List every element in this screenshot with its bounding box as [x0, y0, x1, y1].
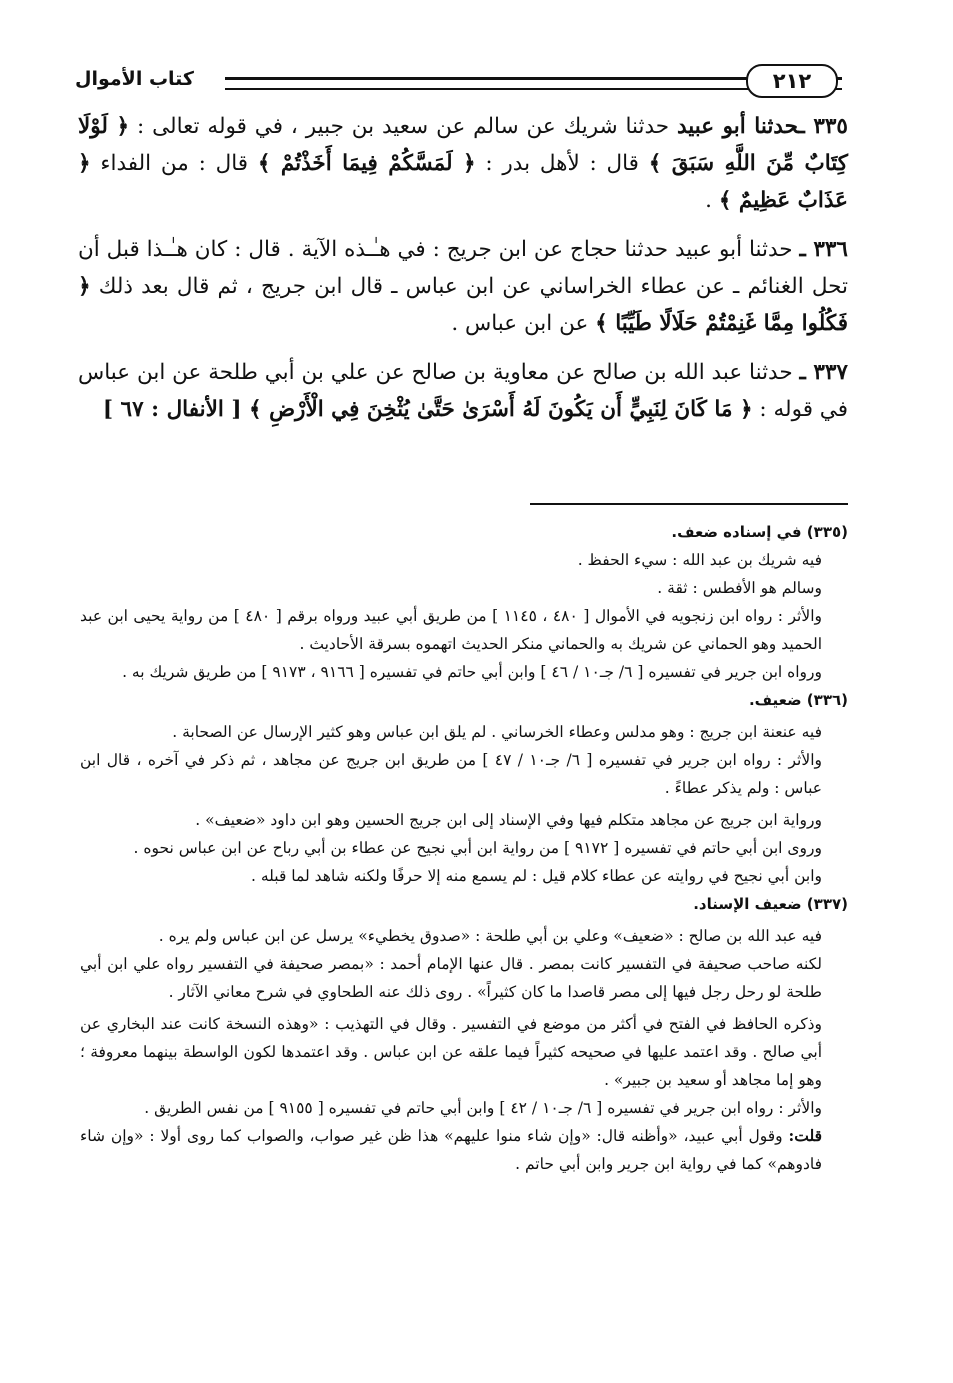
narration-text: قال : من الفداء	[90, 151, 258, 176]
narration-text: حدثنا شريك عن سالم عن سعيد بن جبير ، في قوله تعالى :	[129, 114, 678, 139]
quran-verse: ﴿ لَوْلَا كِتَابٌ مِّنَ اللَّهِ سَبَقَ ﴾	[78, 114, 848, 176]
narration-number: ٣٣٧ ـ	[799, 360, 848, 385]
footnote-heading-335: (٣٣٥) في إسناده ضعف.	[671, 523, 848, 541]
quran-verse: ﴿ فَكُلُوا مِمَّا غَنِمْتُمْ حَلَالًا طَيِّبًا ﴾	[78, 274, 848, 336]
footnote-separator	[530, 503, 848, 505]
footnote-line: وروى ابن أبي حاتم في تفسيره [ ٩١٧٢ ] من رواية ابن أبي نجيح عن عطاء بن أبي رباح عن ابن عباس نحوه .	[133, 839, 822, 857]
narration-text: عن ابن عباس .	[451, 311, 596, 336]
isnad-text: حدثنا أبو عبيد	[677, 114, 799, 139]
footnote-text: وقول أبي عبيد، «وأظنه قال: «وإن شاء منوا عليهم» هذا ظن غير صواب، والصواب كما روى أولا : «وإن شاء فادوهم» كما في رواية ابن جرير وابن أبي حاتم .	[80, 1127, 822, 1173]
footnote-line: ورواية ابن جريج عن مجاهد متكلم فيها وفي الإسناد إلى ابن جريج الحسين وهو ابن داود «ضعيف» .	[195, 811, 822, 829]
footnote-line: لكنه صاحب صحيفة في التفسير كانت بمصر . قال عنها الإمام أحمد : «بمصر صحيفة في التفسير رواه علي ابن أبي طلحة لو رحل رجل فيها إلى مصر قاصدا ما كان كثيراً» . روى ذلك عنه الطحاوي في شرح معاني الآثار .	[80, 955, 822, 1001]
book-title: كتاب الأموال	[75, 68, 194, 90]
footnote-line: وابن أبي نجيح في روايته عن عطاء كلام قيل : لم يسمع منه إلا حرفًا ولكنه شاهد لما قبله .	[251, 867, 822, 885]
footnote-line: فيه عنعنة ابن جريج : وهو مدلس وعطاء الخرساني . لم يلق ابن عباس وهو كثير الإرسال عن الصحابة .	[172, 723, 822, 741]
footnote-line	[80, 1122, 848, 1178]
main-text	[78, 108, 848, 440]
narration-336	[78, 231, 848, 342]
qultu-label: قلت:	[788, 1126, 822, 1145]
footnote-line: والأثر : رواه ابن جرير في تفسيره [ ٦/ جـ١٠ / ٤٢ ] وابن أبي حاتم في تفسيره [ ٩١٥٥ ] من نفس الطريق .	[144, 1099, 822, 1117]
quran-verse: ﴿ لَمَسَّكُمْ فِيمَا أَخَذْتُمْ ﴾	[257, 151, 476, 176]
quran-verse: ﴿ مَا كَانَ لِنَبِيٍّ أَن يَكُونَ لَهُ أَسْرَىٰ حَتَّىٰ يُثْخِنَ فِي الْأَرْضِ ﴾	[248, 397, 753, 422]
footnote-line: فيه شريك بن عبد الله : سيء الحفظ .	[577, 551, 822, 569]
footnote-line: فيه عبد الله بن صالح : «ضعيف» وعلي بن أبي طلحة : «صدوق يخطيء» يرسل عن ابن عباس ولم يره .	[158, 927, 822, 945]
narration-number: ٣٣٥ ـ	[798, 114, 848, 139]
narration-337	[78, 354, 848, 428]
footnote-line: والأثر : رواه ابن جرير في تفسيره [ ٦/ جـ١٠ / ٤٧ ] من طريق ابن جريج عن مجاهد ، ثم ذكر في آخره ، قال ابن عباس : ولم يذكر عطاءً .	[80, 751, 822, 797]
footnote-heading-337: (٣٣٧) ضعيف الإسناد.	[693, 895, 848, 913]
footnotes	[80, 518, 848, 1178]
narration-number: ٣٣٦ ـ	[799, 237, 848, 262]
narration-text: .	[705, 188, 719, 213]
footnote-line: وسالم هو الأفطس : ثقة .	[657, 579, 822, 597]
page-header	[75, 58, 850, 102]
footnote-line: وذكره الحافظ في الفتح في أكثر من موضع في التفسير . وقال في التهذيب : «وهذه النسخة كانت عند البخاري عن أبي صالح . وقد اعتمد عليها في صحيحه كثيراً فيما علقه عن ابن عباس . وقد اعتمدها لكون الواسطة بينهما معروفة ؛ وهو إما مجاهد أو سعيد بن جبير» .	[80, 1015, 822, 1089]
footnote-line: والأثر : رواه ابن زنجويه في الأموال [ ٤٨٠ ، ١١٤٥ ] من طريق أبي عبيد ورواه برقم [ ٤٨٠ ] من رواية يحيى ابن عبد الحميد وهو الحماني عن شريك به والحماني منكر الحديث اتهموه بسرقة الأحاديث .	[80, 607, 822, 653]
narration-text: قال : لأهل بدر :	[475, 151, 649, 176]
page-number: ٢١٢	[746, 64, 838, 98]
verse-reference: [ الأنفال : ٦٧ ]	[102, 397, 249, 422]
narration-335	[78, 108, 848, 219]
quran-verse: ﴿ عَذَابٌ عَظِيمٌ ﴾	[78, 151, 848, 213]
narration-text: حدثنا أبو عبيد حدثنا حجاج عن ابن جريج : في هـٰـذه الآية . قال : كان هـٰـذا قبل أن تحل الغنائم ـ عن عطاء الخراساني عن ابن عباس ـ قال ابن جريج ، ثم قال بعد ذلك	[78, 237, 848, 299]
narration-text: حدثنا عبد الله بن صالح عن معاوية بن صالح عن علي بن أبي طلحة عن ابن عباس في قوله :	[78, 360, 848, 422]
footnote-line: ورواه ابن جرير في تفسيره [ ٦/ جـ١٠ / ٤٦ ] وابن أبي حاتم في تفسيره [ ٩١٦٦ ، ٩١٧٣ ] من طريق شريك به .	[122, 663, 822, 681]
footnote-heading-336: (٣٣٦) ضعيف.	[748, 691, 848, 709]
